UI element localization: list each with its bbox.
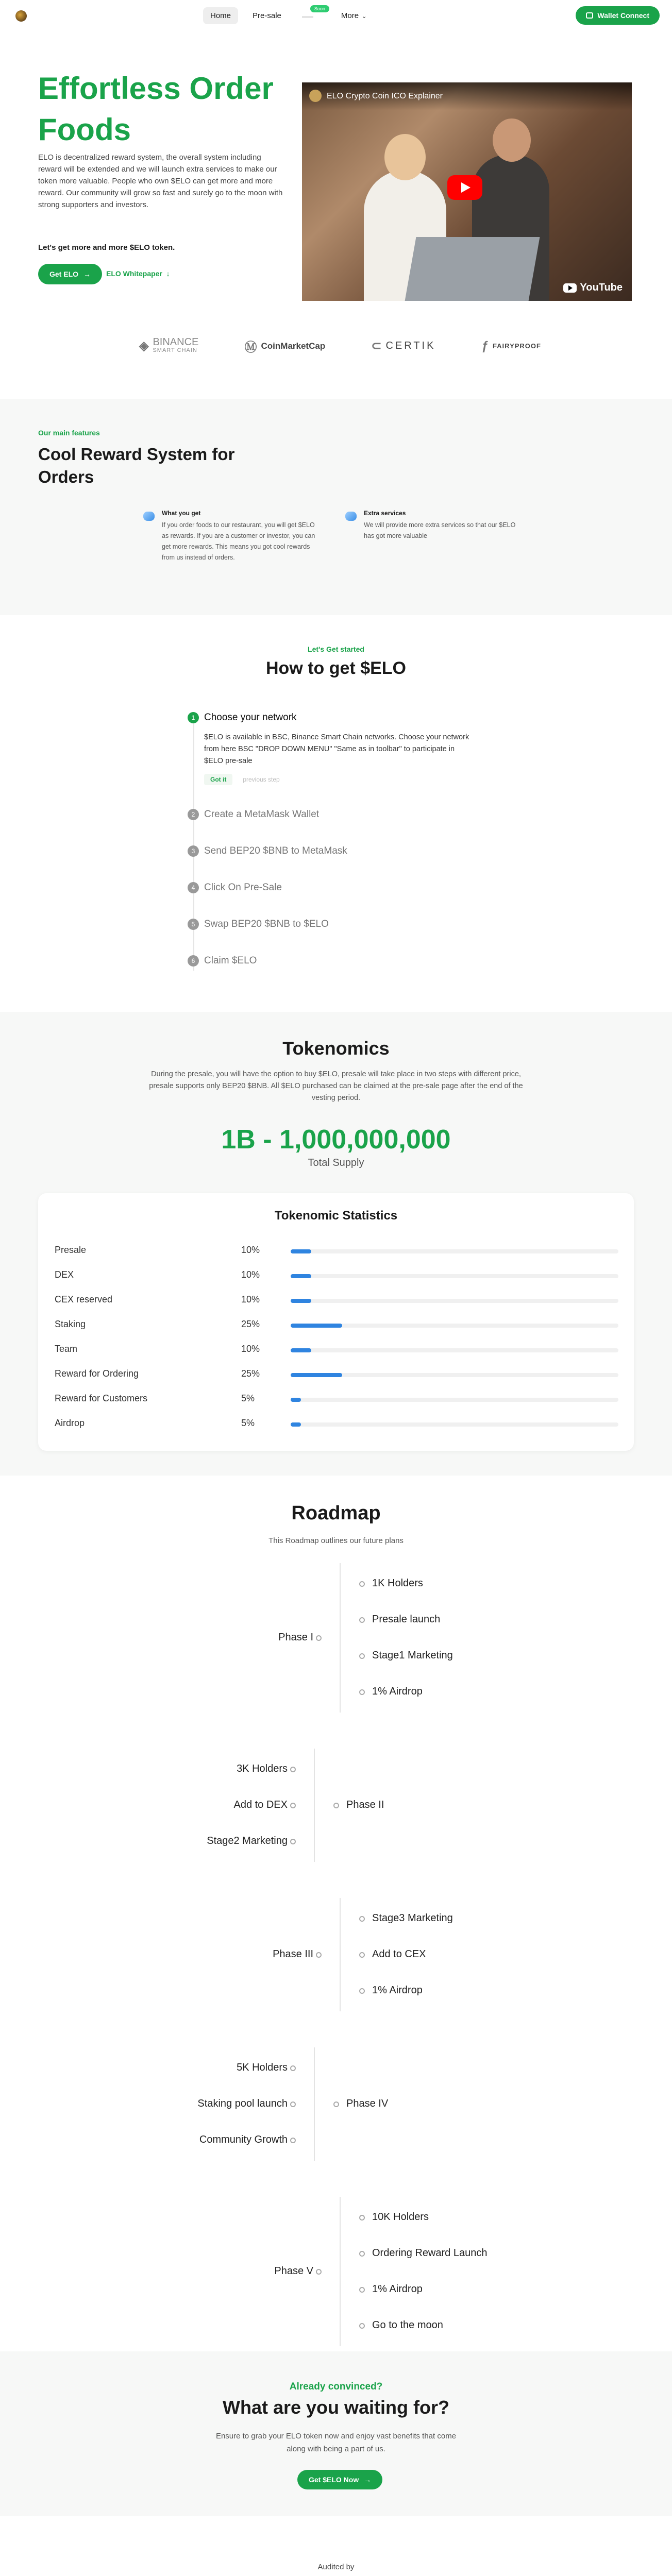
step-label: Send BEP20 $BNB to MetaMask: [204, 845, 347, 856]
roadmap-milestone: Add to CEX: [372, 1948, 426, 1960]
milestone-dot: [359, 1617, 365, 1623]
milestone-dot: [290, 1839, 296, 1844]
tokenomic-bar-fill: [291, 1422, 301, 1427]
wallet-connect-label: Wallet Connect: [597, 11, 649, 20]
binance-name: BINANCE: [153, 336, 199, 348]
fairyproof-icon: ƒ: [481, 338, 489, 353]
tokenomic-bar-fill: [291, 1398, 301, 1402]
phase-dot: [333, 1803, 339, 1808]
audited-by-label: Audited by: [317, 2563, 355, 2571]
get-elo-now-button[interactable]: [297, 2470, 382, 2489]
roadmap-phase: Phase II: [346, 1799, 384, 1810]
how-to-section: [0, 615, 672, 1012]
cloud-icon: [143, 512, 155, 521]
tokenomic-percent: 5%: [241, 1393, 255, 1403]
milestone-dot: [359, 2323, 365, 2329]
partner-binance[interactable]: [139, 338, 198, 354]
footer: [0, 2516, 672, 2576]
tokenomic-bar-track: [291, 1274, 618, 1278]
get-elo-now-label: Get $ELO Now: [309, 2476, 359, 2484]
get-elo-label: Get ELO: [49, 270, 79, 278]
tokenomic-bar-track: [291, 1348, 618, 1352]
roadmap-milestone: Staking pool launch: [197, 2098, 288, 2109]
arrow-down-icon: ↓: [164, 269, 170, 278]
tokenomic-bar-fill: [291, 1373, 342, 1377]
whitepaper-link[interactable]: [106, 269, 170, 278]
video-scene-laptop: [405, 237, 540, 301]
tokenomic-label: DEX: [55, 1269, 74, 1280]
tokenomic-bar-track: [291, 1324, 618, 1328]
nav-soon-item[interactable]: [296, 8, 327, 24]
how-to-title: How to get $ELO: [266, 658, 406, 678]
tokenomic-label: Team: [55, 1344, 78, 1354]
milestone-dot: [359, 1581, 365, 1587]
chevron-down-icon: ⌄: [362, 13, 367, 20]
play-icon[interactable]: [447, 175, 482, 200]
roadmap-milestone: Stage2 Marketing: [207, 1835, 288, 1846]
roadmap-phase: Phase III: [273, 1948, 313, 1960]
tokenomics-section: [0, 1012, 672, 1476]
tokenomic-percent: 25%: [241, 1319, 260, 1329]
tokenomic-row: [55, 1368, 618, 1384]
tokenomic-percent: 10%: [241, 1344, 260, 1354]
soon-placeholder: [302, 16, 313, 18]
milestone-dot: [359, 1988, 365, 1994]
step-5[interactable]: [188, 919, 329, 930]
feature-text: If you order foods to our restaurant, you will get $ELO as rewards. If you are a customer or investor, you can get more rewards. This means you got cool rewards from us instead of orders.: [162, 521, 315, 561]
roadmap-milestone: Stage3 Marketing: [372, 1912, 453, 1924]
cta-section: [0, 2351, 672, 2516]
channel-avatar[interactable]: [309, 90, 322, 102]
roadmap-milestone: Add to DEX: [233, 1799, 288, 1810]
tokenomic-label: CEX reserved: [55, 1294, 113, 1304]
tokenomic-percent: 10%: [241, 1245, 260, 1255]
tokenomic-label: Staking: [55, 1319, 86, 1329]
cloud-icon: [345, 512, 357, 521]
milestone-dot: [359, 1689, 365, 1695]
certik-name: CERTIK: [385, 340, 436, 351]
milestone-dot: [359, 1916, 365, 1922]
get-elo-button[interactable]: [38, 264, 102, 284]
step-number: 4: [188, 882, 199, 893]
milestone-dot: [290, 2138, 296, 2143]
milestone-dot: [290, 2102, 296, 2107]
how-to-kicker: Let's Get started: [308, 645, 364, 653]
elo-logo[interactable]: [15, 10, 27, 22]
nav-home[interactable]: Home: [203, 7, 238, 24]
roadmap-milestone: Go to the moon: [372, 2319, 443, 2331]
youtube-icon: [563, 283, 577, 293]
roadmap-milestone: 1% Airdrop: [372, 2283, 423, 2295]
step-actions: [204, 774, 283, 785]
step-label: Choose your network: [204, 712, 297, 723]
step-label: Swap BEP20 $BNB to $ELO: [204, 919, 329, 929]
video-scene-figure: [384, 134, 426, 180]
milestone-dot: [359, 1952, 365, 1958]
nav-more[interactable]: [334, 7, 374, 24]
features-section: [0, 399, 672, 615]
binance-icon: ◈: [139, 339, 149, 353]
step-label: Create a MetaMask Wallet: [204, 809, 320, 820]
tokenomics-title: Tokenomics: [282, 1038, 390, 1059]
features-title: Cool Reward System for Orders: [38, 445, 235, 486]
tokenomic-label: Presale: [55, 1245, 87, 1255]
video-player[interactable]: [302, 82, 632, 301]
roadmap-milestone: Community Growth: [199, 2134, 288, 2145]
binance-sub: SMART CHAIN: [153, 347, 197, 353]
milestone-dot: [359, 2251, 365, 2257]
roadmap-milestone: 10K Holders: [372, 2211, 429, 2223]
milestone-dot: [290, 1803, 296, 1808]
tokenomic-bar-track: [291, 1373, 618, 1377]
step-2[interactable]: [188, 809, 319, 820]
step-number: 6: [188, 955, 199, 967]
features-kicker: Our main features: [38, 429, 100, 437]
step-description: $ELO is available in BSC, Binance Smart Chain networks. Choose your network from here BSC "DROP DOWN MENU" "Same as in toolbar" to participate in $ELO pre-sale: [204, 733, 469, 765]
tokenomic-label: Airdrop: [55, 1418, 85, 1428]
nav-more-label: More: [341, 11, 359, 20]
roadmap-phase: Phase V: [274, 2265, 313, 2277]
steps-connector: [193, 718, 194, 971]
roadmap-line: [314, 1749, 315, 1862]
wallet-connect-button[interactable]: [576, 6, 660, 25]
tokenomic-bar-fill: [291, 1299, 311, 1303]
roadmap-line: [340, 1563, 341, 1713]
partner-logos: [139, 337, 541, 355]
step-previous-button[interactable]: previous step: [243, 776, 280, 783]
roadmap-title: Roadmap: [291, 1502, 381, 1524]
partner-certik[interactable]: [371, 338, 435, 353]
step-1[interactable]: [188, 712, 297, 723]
hero-title: Effortless Order Foods: [38, 71, 274, 147]
tokenomic-bar-track: [291, 1299, 618, 1303]
step-3[interactable]: [188, 845, 347, 857]
tokenomic-bar-track: [291, 1249, 618, 1253]
partner-coinmarketcap[interactable]: [245, 337, 326, 355]
binance-wordmark: [153, 338, 198, 354]
youtube-logo[interactable]: [563, 282, 623, 294]
feature-title: Extra services: [364, 510, 406, 517]
tokenomic-bar-track: [291, 1398, 618, 1402]
milestone-dot: [290, 1767, 296, 1772]
tokenomic-row: [55, 1319, 618, 1334]
video-title[interactable]: ELO Crypto Coin ICO Explainer: [327, 92, 443, 100]
video-topbar: [302, 82, 632, 110]
phase-dot: [333, 2102, 339, 2107]
step-6[interactable]: [188, 955, 257, 967]
step-next-button[interactable]: Got it: [204, 774, 232, 785]
tokenomic-percent: 10%: [241, 1269, 260, 1280]
roadmap-phase: Phase I: [278, 1632, 313, 1643]
roadmap-section: [0, 1476, 672, 2351]
roadmap-line: [340, 2197, 341, 2346]
coinmarketcap-icon: Ⓜ: [244, 341, 257, 354]
tokenomic-stats-title: Tokenomic Statistics: [274, 1209, 398, 1223]
tokenomic-row: [55, 1393, 618, 1409]
step-4[interactable]: [188, 882, 282, 893]
tokenomic-label: Reward for Ordering: [55, 1368, 139, 1379]
roadmap-subtitle: This Roadmap outlines our future plans: [268, 1536, 404, 1545]
roadmap-milestone: Ordering Reward Launch: [372, 2247, 488, 2259]
tokenomic-bar-fill: [291, 1274, 311, 1278]
roadmap-milestone: 3K Holders: [237, 1763, 288, 1774]
feature-item: [345, 510, 520, 541]
roadmap-line: [340, 1898, 341, 2011]
arrow-right-icon: →: [83, 270, 91, 278]
partner-fairyproof[interactable]: [482, 339, 541, 353]
tokenomic-stats-card: [38, 1193, 634, 1451]
tokenomic-row: [55, 1418, 618, 1433]
hero-description: ELO is decentralized reward system, the overall system including reward will be extended and we will launch extra services to make our token more valuable. People who own $ELO can get more and more reward. Our community will grow so fast and surely go to the moon with strong supporters and investors.: [38, 153, 283, 209]
tokenomic-row: [55, 1294, 618, 1310]
certik-icon: ⊂: [371, 339, 382, 353]
step-number: 3: [188, 845, 199, 857]
cta-kicker: Already convinced?: [289, 2381, 383, 2392]
feature-title: What you get: [162, 510, 201, 517]
arrow-right-icon: →: [364, 2476, 372, 2484]
roadmap-milestone: Stage1 Marketing: [372, 1650, 453, 1661]
whitepaper-label: ELO Whitepaper: [106, 269, 162, 278]
top-nav: [0, 0, 672, 32]
total-supply-value: 1B - 1,000,000,000: [221, 1125, 451, 1155]
milestone-dot: [359, 2287, 365, 2293]
tokenomic-bar-fill: [291, 1348, 311, 1352]
step-number: 1: [188, 712, 199, 723]
tokenomic-percent: 10%: [241, 1294, 260, 1304]
coinmarketcap-name: CoinMarketCap: [261, 341, 326, 351]
step-number: 5: [188, 919, 199, 930]
roadmap-milestone: 1% Airdrop: [372, 1686, 423, 1697]
roadmap-milestone: 5K Holders: [237, 2062, 288, 2073]
roadmap-milestone: 1% Airdrop: [372, 1985, 423, 1996]
tokenomic-percent: 5%: [241, 1418, 255, 1428]
phase-dot: [316, 1635, 322, 1641]
video-scene-figure: [493, 118, 531, 162]
step-number: 2: [188, 809, 199, 820]
fairyproof-name: FAIRYPROOF: [492, 342, 541, 350]
tokenomic-label: Reward for Customers: [55, 1393, 148, 1403]
phase-dot: [316, 2269, 322, 2275]
tokenomic-bar-track: [291, 1422, 618, 1427]
tokenomic-percent: 25%: [241, 1368, 260, 1379]
total-supply-label: Total Supply: [308, 1157, 364, 1168]
hero-section: [0, 32, 672, 367]
roadmap-milestone: 1K Holders: [372, 1578, 423, 1589]
roadmap-milestone: Presale launch: [372, 1614, 441, 1625]
milestone-dot: [359, 1653, 365, 1659]
phase-dot: [316, 1952, 322, 1958]
hero-cta-text: Let's get more and more $ELO token.: [38, 243, 175, 252]
tokenomic-row: [55, 1269, 618, 1285]
tokenomic-row: [55, 1245, 618, 1260]
milestone-dot: [290, 2065, 296, 2071]
soon-badge: Soon: [310, 5, 329, 12]
tokenomic-bar-fill: [291, 1324, 342, 1328]
youtube-label: YouTube: [580, 282, 623, 293]
step-label: Click On Pre-Sale: [204, 882, 282, 893]
roadmap-phase: Phase IV: [346, 2098, 389, 2109]
tokenomics-description: During the presale, you will have the option to buy $ELO, presale will take place in two steps with different price, presale supports only BEP20 $BNB. All $ELO purchased can be claimed at the pre-sale page after the end of the vesting period.: [149, 1070, 523, 1102]
milestone-dot: [359, 2215, 365, 2221]
roadmap-line: [314, 2047, 315, 2161]
cta-title: What are you waiting for?: [222, 2397, 449, 2418]
feature-item: [143, 510, 318, 563]
step-label: Claim $ELO: [204, 955, 257, 966]
cta-description: Ensure to grab your ELO token now and enjoy vast benefits that come along with being a part of us.: [215, 2432, 457, 2453]
wallet-icon: [586, 12, 593, 19]
feature-text: We will provide more extra services so that our $ELO has got more valuable: [364, 521, 516, 539]
nav-presale[interactable]: Pre-sale: [253, 11, 281, 20]
tokenomic-row: [55, 1344, 618, 1359]
nav-links: [203, 7, 374, 24]
tokenomic-bar-fill: [291, 1249, 311, 1253]
